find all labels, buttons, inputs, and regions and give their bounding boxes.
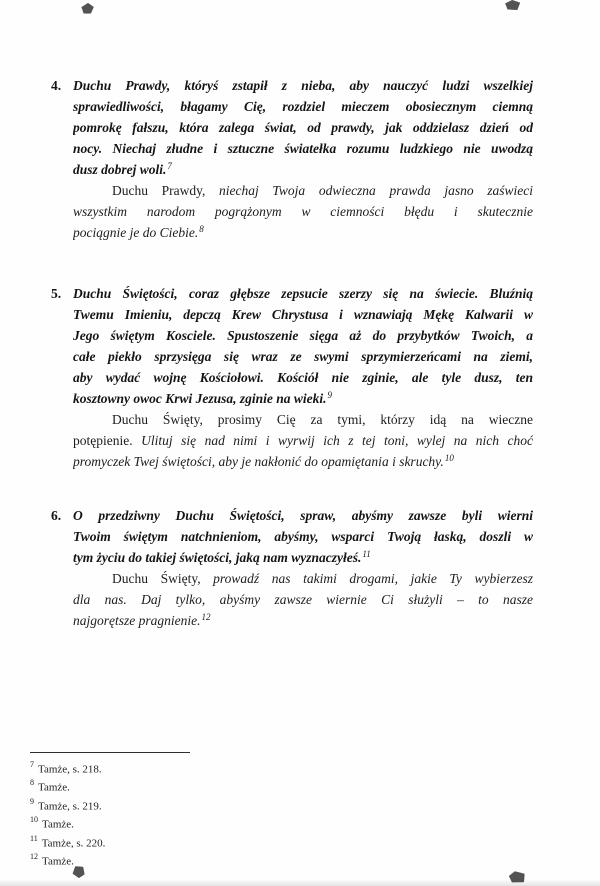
text-line: [73, 117, 533, 138]
text-segment: całe piekło sprzysięga się wraz ze swymi sprzymierzeńcami na ziemi,: [73, 349, 533, 364]
text-segment: Duchu Święty, prosimy Cię za tymi, którzy idą na wieczne: [112, 412, 533, 427]
prayer-item-number: 6.: [51, 508, 62, 523]
footnote-list: [30, 759, 450, 870]
text-segment: dla nas. Daj tylko, abyśmy zawsze wiernie Ci służyli – to nasze: [73, 592, 533, 607]
footnote-reference: 12: [201, 612, 211, 622]
text-line: [73, 388, 533, 409]
text-line: [73, 201, 533, 222]
text-line: [73, 180, 533, 201]
text-segment: sprawiedliwości, błagamy Cię, rozdziel mieczem obosiecznym ciemną: [73, 99, 533, 114]
text-line: [73, 430, 533, 451]
footnote-text: Tamże, s. 218.: [38, 763, 102, 776]
prayer-item-body: [73, 75, 533, 243]
text-segment: Duchu Świętości, coraz głębsze zepsucie szerzy się na świecie. Bluźnią: [73, 286, 533, 301]
footnote-number: 7: [30, 760, 34, 769]
text-segment: pomrokę fałszu, która zalega świat, od prawdy, jak oddzielasz dzień od: [73, 120, 533, 135]
footnote: [30, 814, 450, 832]
text-line: [73, 138, 533, 159]
text-line: [73, 346, 533, 367]
text-segment: pociągnie je do Ciebie.: [73, 225, 199, 240]
text-line: [73, 589, 533, 610]
footnote-number: 10: [30, 815, 38, 825]
footnote: [30, 777, 450, 795]
text-line: [73, 505, 533, 526]
prayer-item: [51, 75, 533, 243]
prayer-text-block: [73, 505, 533, 568]
footnote-number: 12: [30, 852, 38, 862]
text-segment: niechaj Twoja odwieczna prawda jasno zaświeci: [219, 183, 533, 198]
prayer-item: [51, 505, 533, 631]
prayer-item-number: 4.: [51, 78, 62, 93]
footnote: [30, 796, 450, 814]
footnotes-section: [30, 752, 450, 870]
text-segment: Duchu Prawdy,: [112, 183, 220, 198]
prayer-text-block: [73, 568, 533, 631]
text-segment: Duchu Święty,: [112, 571, 214, 586]
footnote-separator: [30, 752, 190, 753]
footnote: [30, 759, 450, 777]
footnote-text: Tamże.: [42, 855, 74, 868]
footnote: [30, 833, 450, 851]
prayer-item-body: [73, 505, 533, 631]
footnote-text: Tamże, s. 220.: [41, 837, 106, 850]
text-line: [73, 222, 533, 243]
text-line: [73, 75, 533, 96]
text-segment: Twoim świętym natchnieniom, abyśmy, wsparci Twoją łaską, doszli w: [73, 529, 533, 544]
footnote: [30, 851, 450, 869]
scan-artifact-top-left: [80, 2, 94, 15]
text-segment: promyczek Twej świętości, aby je nakłonić do opamiętania i skruchy.: [73, 454, 444, 469]
text-line: [73, 325, 533, 346]
text-segment: Jego świętym Kosciele. Spustoszenie sięga aż do przybytków Twoich, a: [73, 328, 533, 343]
text-segment: tym życiu do takiej świętości, jaką nam wyznaczyłeś.: [73, 550, 362, 565]
text-line: [73, 547, 533, 568]
prayer-item-body: [73, 283, 533, 472]
prayer-text-block: [73, 283, 533, 409]
footnote-number: 11: [30, 833, 38, 843]
text-line: [73, 96, 533, 117]
text-line: [73, 409, 533, 430]
footnote-reference: 10: [444, 453, 454, 463]
prayer-text-block: [73, 75, 533, 180]
text-segment: O przedziwny Duchu Świętości, spraw, abyśmy zawsze byli wierni: [73, 508, 533, 523]
prayer-text-block: [73, 180, 533, 243]
text-segment: najgorętsze pragnienie.: [73, 613, 201, 628]
prayer-list: [51, 75, 533, 631]
text-segment: wszystkim narodom pogrążonym w ciemności błędu i skutecznie: [73, 204, 533, 219]
text-line: [73, 568, 533, 589]
text-line: [73, 526, 533, 547]
footnote-reference: 9: [327, 390, 333, 400]
prayer-item: [51, 283, 533, 472]
text-segment: nocy. Niechaj złudne i sztuczne światełka rozumu ludzkiego nie uwodzą: [73, 141, 533, 156]
footnote-text: Tamże.: [42, 819, 74, 832]
prayer-text-block: [73, 409, 533, 472]
text-segment: dusz dobrej woli.: [73, 162, 167, 177]
text-segment: Ulituj się nad nimi i wyrwij ich z tej toni, wylej na nich choć: [141, 433, 533, 448]
footnote-reference: 11: [362, 549, 371, 559]
scan-edge-shadow: [0, 879, 600, 886]
text-line: [73, 367, 533, 388]
footnote-text: Tamże.: [38, 782, 70, 795]
footnote-number: 9: [30, 796, 34, 806]
text-line: [73, 283, 533, 304]
text-segment: aby wydać wojnę Kościołowi. Kościół nie zginie, ale tyle dusz, ten: [73, 370, 533, 385]
scan-artifact-top-right: [505, 0, 521, 11]
footnote-number: 8: [30, 778, 34, 788]
footnote-reference: 7: [167, 161, 172, 171]
prayer-item-number: 5.: [51, 286, 62, 301]
text-segment: Duchu Prawdy, któryś zstapił z nieba, aby nauczyć ludzi wszelkiej: [73, 78, 533, 93]
text-segment: potępienie.: [73, 433, 142, 448]
footnote-text: Tamże, s. 219.: [38, 800, 102, 813]
text-line: [73, 159, 533, 180]
text-segment: Twemu Imieniu, depczą Krew Chrystusa i wznawiają Mękę Kalwarii w: [73, 307, 533, 322]
text-line: [73, 451, 533, 472]
text-segment: prowadź nas takimi drogami, jakie Ty wybierzesz: [213, 571, 533, 586]
text-segment: kosztowny owoc Krwi Jezusa, zginie na wieki.: [73, 391, 327, 406]
text-line: [73, 304, 533, 325]
footnote-reference: 8: [199, 224, 204, 234]
text-line: [73, 610, 533, 631]
